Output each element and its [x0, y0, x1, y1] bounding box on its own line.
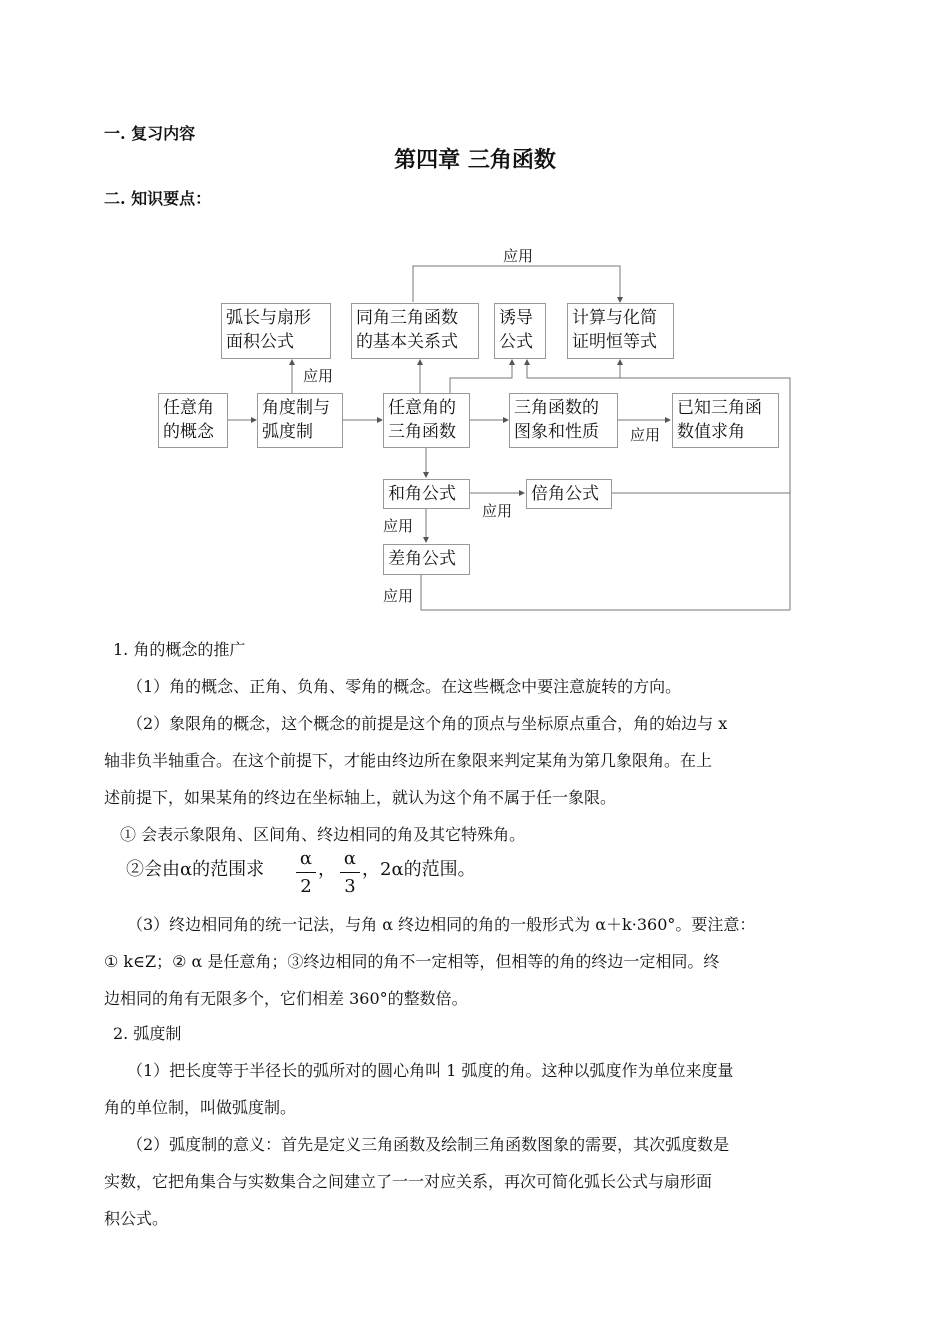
box-text: 计算与化简	[572, 308, 657, 328]
box-text: 图象和性质	[514, 422, 599, 442]
heading-radian-system: 2. 弧度制	[113, 1024, 182, 1043]
fraction-denominator: 2	[300, 876, 312, 897]
box-text: 面积公式	[226, 332, 294, 352]
box-text: 数值求角	[677, 422, 745, 442]
label-apply: 应用	[383, 517, 414, 535]
box-difference-formula	[383, 544, 470, 575]
label-apply: 应用	[303, 367, 334, 385]
box-text: 的概念	[163, 422, 214, 442]
paragraph: 述前提下，如果某角的终边在坐标轴上，就认为这个角不属于任一象限。	[104, 788, 617, 807]
fraction-denominator: 3	[344, 876, 356, 897]
paragraph-range-suffix: ，2α的范围。	[362, 859, 476, 880]
paragraph: 边相同的角有无限多个，它们相差 360°的整数倍。	[104, 989, 468, 1008]
paragraph: （1）角的概念、正角、负角、零角的概念。在这些概念中要注意旋转的方向。	[127, 677, 682, 696]
heading-angle-generalization: 1. 角的概念的推广	[113, 640, 246, 659]
box-text: 任意角	[163, 398, 214, 418]
box-graph-properties	[509, 393, 618, 448]
paragraph: ① 会表示象限角、区间角、终边相同的角及其它特殊角。	[120, 825, 526, 844]
section-heading-review: 一. 复习内容	[104, 124, 196, 143]
box-text: 和角公式	[388, 484, 456, 504]
paragraph: 轴非负半轴重合。在这个前提下，才能由终边所在象限来判定某角为第几象限角。在上	[104, 751, 713, 770]
box-text: 三角函数的	[514, 398, 599, 418]
box-text: 三角函数	[388, 422, 456, 442]
separator: ，	[318, 859, 336, 880]
paragraph: （3）终边相同角的统一记法，与角 α 终边相同的角的一般形式为 α＋k·360°。要注意：	[127, 915, 756, 934]
box-degree-radian	[257, 393, 343, 448]
box-text: 的基本关系式	[356, 332, 458, 352]
box-trig-any-angle	[383, 393, 470, 448]
label-apply: 应用	[630, 426, 661, 444]
box-arc-sector-formula	[221, 303, 331, 359]
box-text: 倍角公式	[531, 484, 599, 504]
box-text: 差角公式	[388, 549, 456, 569]
fraction-alpha-over-2	[296, 848, 316, 897]
paragraph: （1）把长度等于半径长的弧所对的圆心角叫 1 弧度的角。这种以弧度作为单位来度量	[127, 1061, 734, 1080]
page-title: 第四章 三角函数	[394, 147, 556, 173]
label-apply: 应用	[383, 587, 414, 605]
fraction-bar	[296, 872, 316, 873]
paragraph: （2）弧度制的意义：首先是定义三角函数及绘制三角函数图象的需要，其次弧度数是	[127, 1135, 730, 1154]
fraction-numerator: α	[343, 848, 357, 869]
paragraph-range-prefix: ②会由α的范围求	[126, 859, 265, 880]
box-text: 弧长与扇形	[226, 308, 311, 328]
label-apply: 应用	[482, 502, 513, 520]
box-text: 诱导	[499, 308, 533, 328]
section-heading-key-points: 二. 知识要点：	[104, 189, 212, 208]
fraction-alpha-over-3	[340, 848, 360, 897]
box-text: 同角三角函数	[356, 308, 458, 328]
fraction-bar	[340, 872, 360, 873]
box-text: 已知三角函	[677, 398, 762, 418]
box-same-angle-identities	[351, 303, 479, 359]
paragraph: 实数，它把角集合与实数集合之间建立了一一对应关系，再次可简化弧长公式与扇形面	[104, 1172, 713, 1191]
box-text: 角度制与	[262, 398, 330, 418]
paragraph: 积公式。	[104, 1209, 169, 1228]
box-text: 证明恒等式	[572, 332, 657, 352]
box-double-angle-formula	[526, 479, 612, 509]
box-sum-formula	[383, 479, 470, 509]
fraction-numerator: α	[299, 848, 313, 869]
box-text: 任意角的	[388, 398, 456, 418]
box-any-angle-concept	[158, 393, 228, 448]
paragraph: 角的单位制，叫做弧度制。	[104, 1098, 297, 1117]
box-calc-proof	[567, 303, 674, 359]
box-known-value-find-angle	[672, 393, 779, 448]
paragraph: ① k∈Z；② α 是任意角；③终边相同的角不一定相等，但相等的角的终边一定相同。终	[104, 952, 720, 971]
box-induction-formula	[494, 303, 546, 359]
box-text: 弧度制	[262, 422, 313, 442]
label-apply: 应用	[503, 247, 534, 265]
box-text: 公式	[499, 332, 533, 352]
paragraph: （2）象限角的概念，这个概念的前提是这个角的顶点与坐标原点重合，角的始边与 x	[127, 714, 728, 733]
